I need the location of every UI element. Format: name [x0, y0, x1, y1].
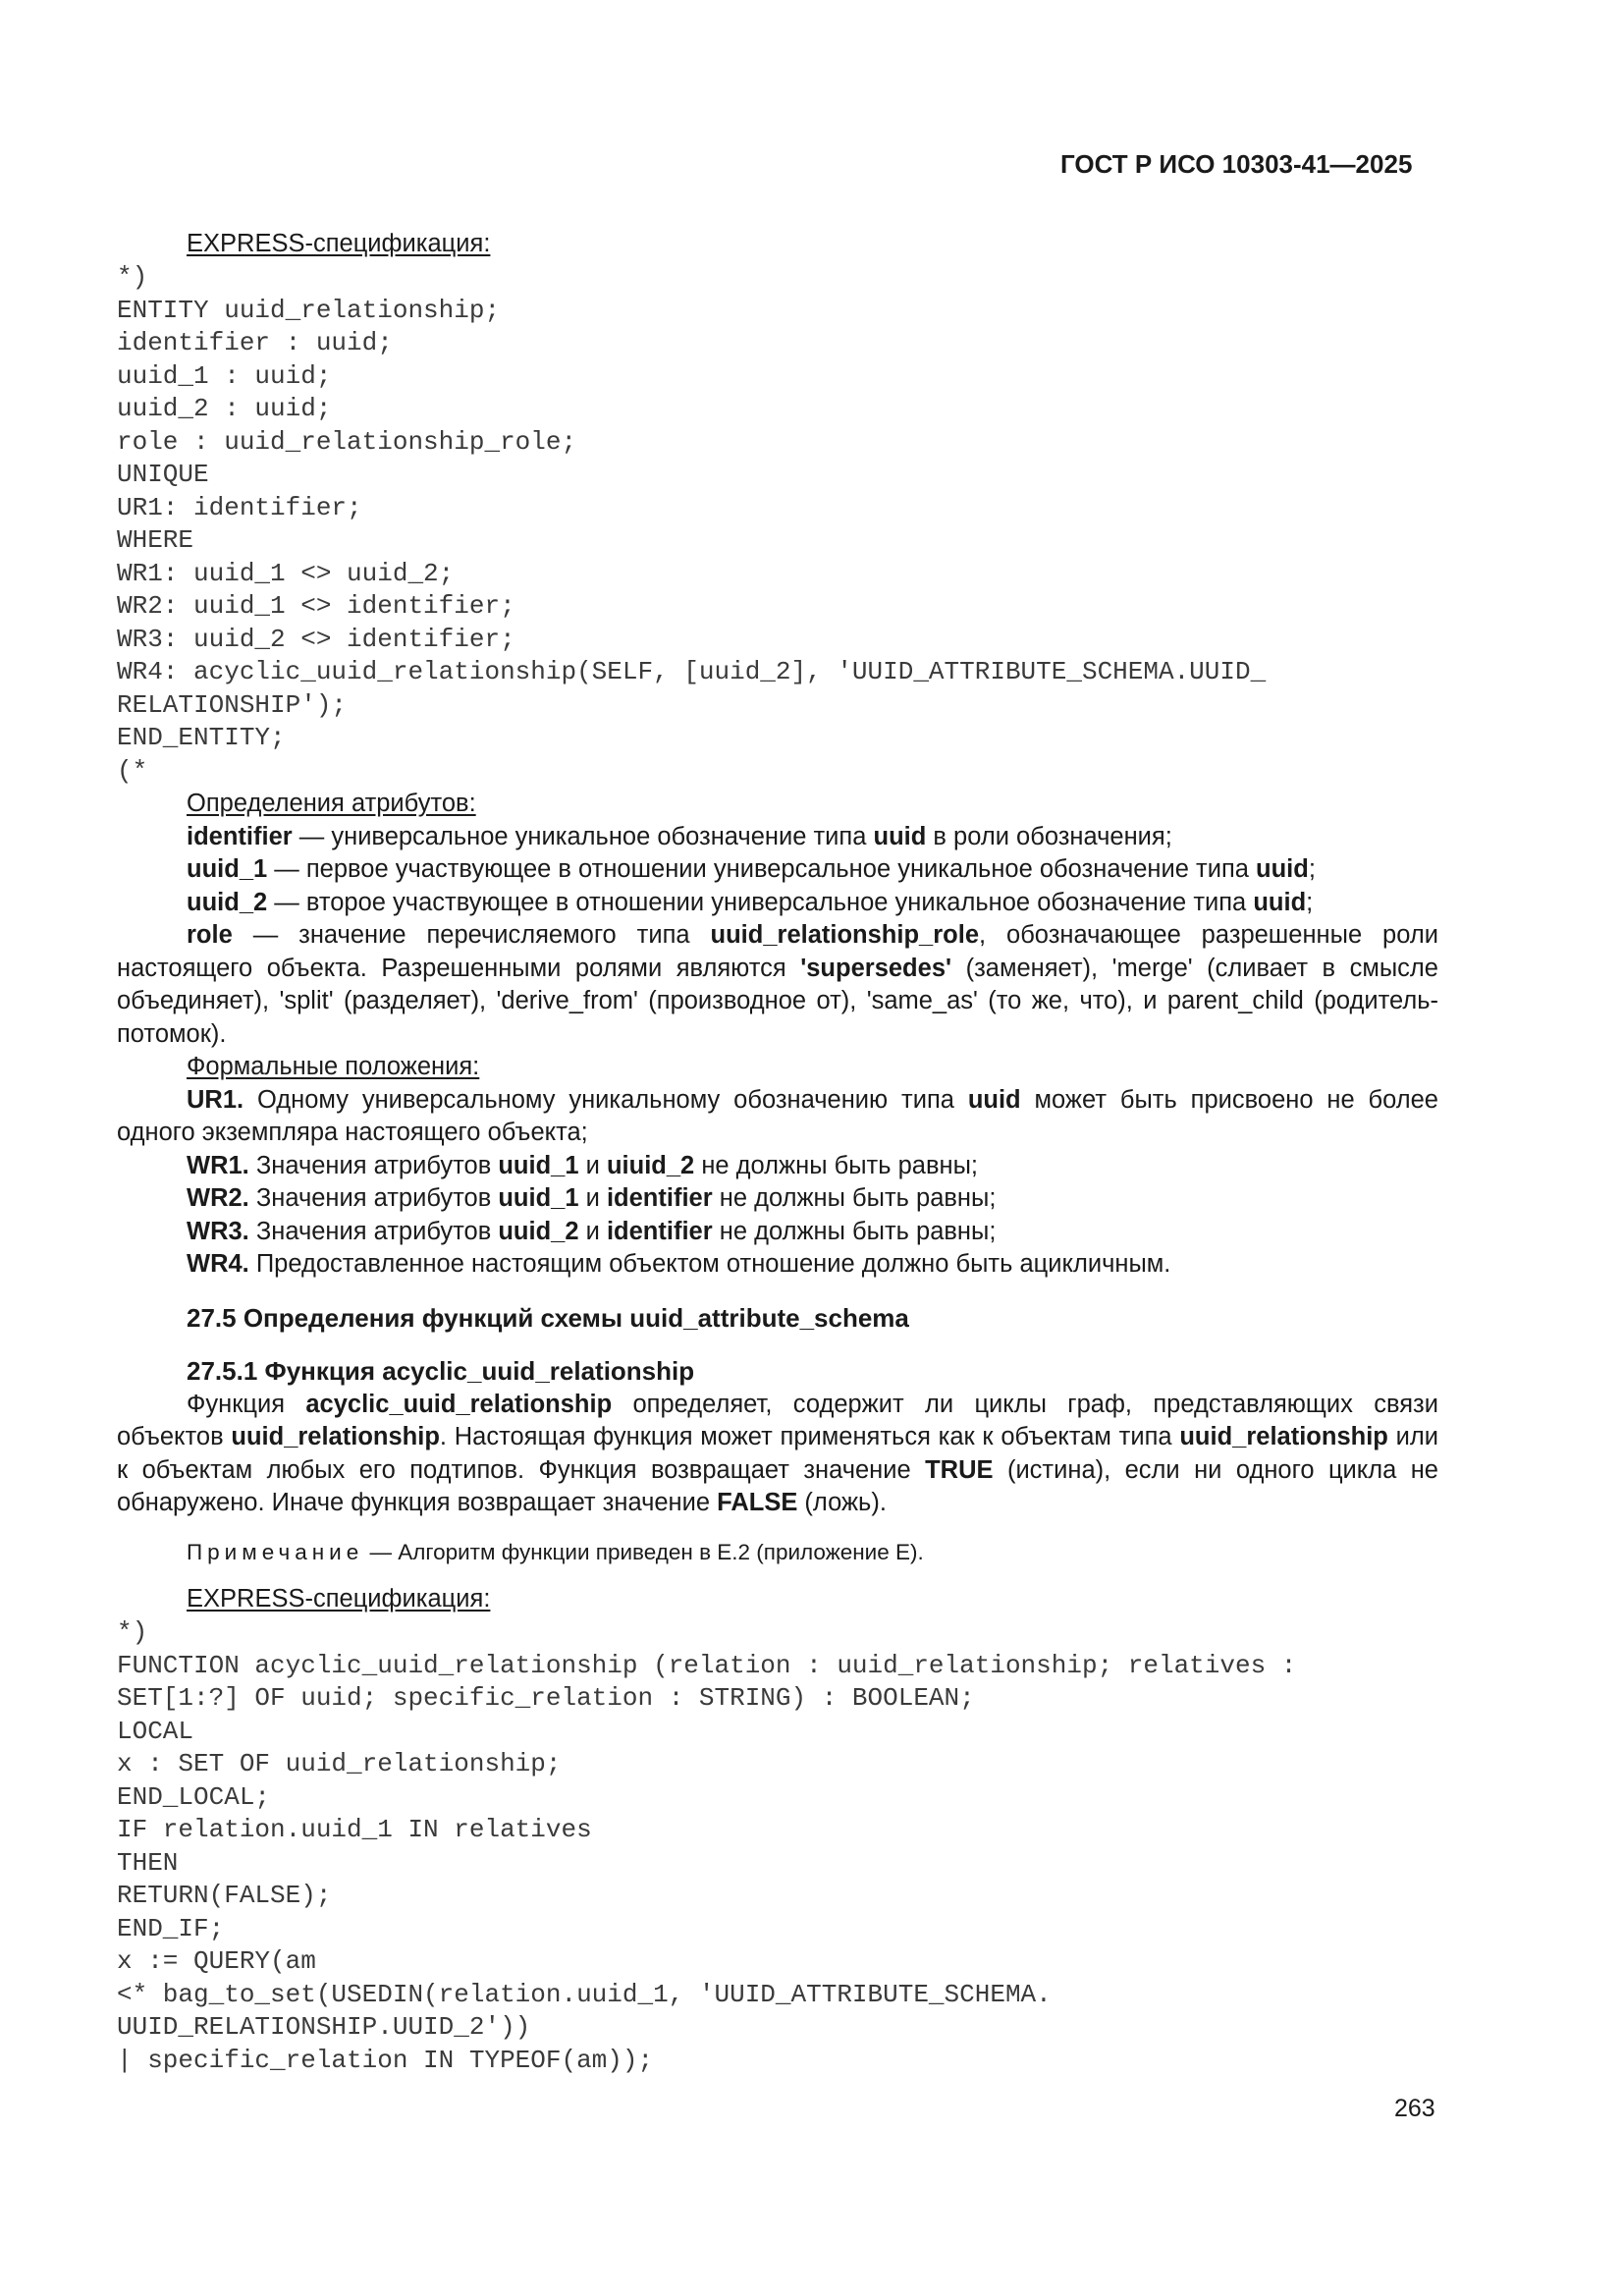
- rule-wr4: WR4. Предоставленное настоящим объектом отношение должно быть ацикличным.: [187, 1250, 1171, 1278]
- attr-def-role: role — значение перечисляемого типа uuid_relationship_role, обозначающее разрешенные роли настоящего объекта. Разрешенными ролями являются 'supersedes' (заменяет), 'merge' (сливает в смысле объединяет), 'split' (разделяет), 'derive_from' (производное от), 'same_as' (то же, что), и parent_child (родитель-потомок).: [117, 921, 1438, 1048]
- express-code-function: [117, 1616, 1296, 2077]
- note-text: — Алгоритм функции приведен в Е.2 (приложение Е).: [363, 1540, 924, 1564]
- express-spec-label-text: EXPRESS-спецификация:: [187, 230, 491, 257]
- code-line: uuid_2 : uuid;: [117, 394, 332, 423]
- section-title: 27.5 Определения функций схемы uuid_attribute_schema: [187, 1303, 909, 1333]
- code-line: identifier : uuid;: [117, 328, 393, 357]
- code-line: WHERE: [117, 525, 194, 555]
- code-line: | specific_relation IN TYPEOF(am));: [117, 2045, 654, 2075]
- note-label: Примечание: [187, 1540, 364, 1564]
- code-line: RELATIONSHIP');: [117, 689, 348, 720]
- code-line: LOCAL: [117, 1716, 194, 1746]
- formal-propositions: [117, 1051, 1438, 1282]
- attribute-definitions: [117, 788, 1438, 1051]
- code-line: IF relation.uuid_1 IN relatives: [117, 1815, 592, 1844]
- function-description: Функция acyclic_uuid_relationship определяет, содержит ли циклы граф, представляющих связи объектов uuid_relationship. Настоящая функция может применяться как к объектам типа uuid_relationship или к объектам любых его подтипов. Функция возвращает значение TRUE (истина), если ни одного цикла не обнаружено. Иначе функция возвращает значение FALSE (ложь).: [117, 1390, 1439, 1516]
- code-line: END_LOCAL;: [117, 1781, 271, 1812]
- rule-wr1: WR1. Значения атрибутов uuid_1 и uiuid_2 не должны быть равны;: [187, 1151, 978, 1179]
- attr-defs-label: Определения атрибутов:: [187, 790, 476, 817]
- attr-def-uuid-1: uuid_1 — первое участвующее в отношении универсальное уникальное обозначение типа uuid;: [187, 855, 1316, 883]
- code-line: FUNCTION acyclic_uuid_relationship (relation : uuid_relationship; relatives :: [117, 1650, 1297, 1680]
- express-code-entity: [117, 261, 1266, 788]
- rule-wr3: WR3. Значения атрибутов uuid_2 и identifier не должны быть равны;: [187, 1217, 997, 1245]
- code-line: *): [117, 262, 148, 292]
- code-line: WR3: uuid_2 <> identifier;: [117, 624, 515, 654]
- code-line: *): [117, 1617, 148, 1647]
- attr-def-uuid-2: uuid_2 — второе участвующее в отношении универсальное уникальное обозначение типа uuid;: [187, 888, 1314, 916]
- code-line: UNIQUE: [117, 460, 209, 489]
- section-heading-27-5: [117, 1302, 1438, 1336]
- code-line: THEN: [117, 1847, 179, 1878]
- code-line: WR1: uuid_1 <> uuid_2;: [117, 558, 455, 588]
- code-line: <* bag_to_set(USEDIN(relation.uuid_1, 'UUID_ATTRIBUTE_SCHEMA.: [117, 1979, 1052, 2009]
- page-number: 263: [1394, 2095, 1435, 2122]
- note: [117, 1536, 1438, 1569]
- subsection-title: 27.5.1 Функция acyclic_uuid_relationship: [187, 1356, 695, 1386]
- section-heading-27-5-1: [117, 1355, 1438, 1520]
- code-line: SET[1:?] OF uuid; specific_relation : STRING) : BOOLEAN;: [117, 1683, 975, 1713]
- code-line: x := QUERY(am: [117, 1946, 316, 1976]
- code-line: (*: [117, 755, 148, 786]
- code-line: END_ENTITY;: [117, 723, 286, 752]
- code-line: UR1: identifier;: [117, 492, 362, 522]
- code-line: role : uuid_relationship_role;: [117, 426, 577, 457]
- rule-ur1: UR1. Одному универсальному уникальному обозначению типа uuid может быть присвоено не более одного экземпляра настоящего объекта;: [117, 1085, 1438, 1146]
- document-header: ГОСТ Р ИСО 10303-41—2025: [1060, 149, 1413, 179]
- code-line: WR2: uuid_1 <> identifier;: [117, 591, 515, 621]
- code-line: uuid_1 : uuid;: [117, 360, 332, 391]
- code-line: WR4: acyclic_uuid_relationship(SELF, [uuid_2], 'UUID_ATTRIBUTE_SCHEMA.UUID_: [117, 657, 1267, 686]
- rule-wr2: WR2. Значения атрибутов uuid_1 и identifier не должны быть равны;: [187, 1184, 997, 1212]
- code-line: UUID_RELATIONSHIP.UUID_2')): [117, 2012, 531, 2042]
- express-spec-label-text: EXPRESS-спецификация:: [187, 1585, 491, 1613]
- code-line: RETURN(FALSE);: [117, 1881, 332, 1910]
- express-spec-label-1: [117, 228, 1438, 261]
- attr-def-identifier: identifier — универсальное уникальное обозначение типа uuid в роли обозначения;: [187, 822, 1172, 850]
- express-spec-label-2: [117, 1583, 1438, 1616]
- code-line: END_IF;: [117, 1913, 225, 1943]
- formal-label: Формальные положения:: [187, 1053, 480, 1080]
- code-line: x : SET OF uuid_relationship;: [117, 1749, 562, 1778]
- code-line: ENTITY uuid_relationship;: [117, 295, 501, 325]
